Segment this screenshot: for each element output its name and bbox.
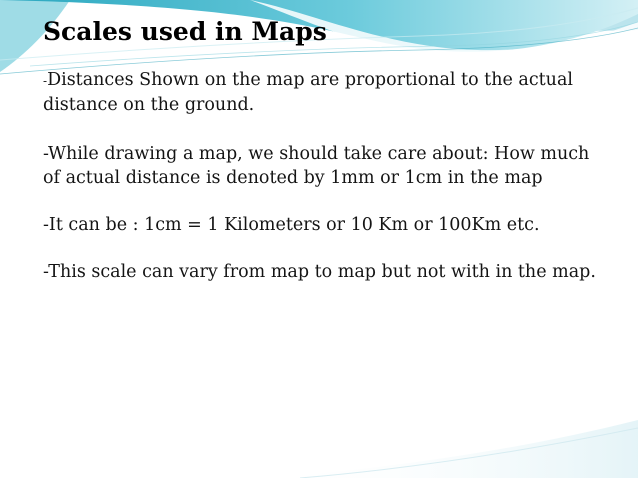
- paragraph-scale-example: -It can be : 1cm = 1 Kilometers or 10 Km or 100Km etc.: [43, 215, 540, 235]
- paragraph-dash: -: [43, 74, 48, 88]
- paragraph-text: Distances Shown on the map are proportional to the actual distance on the ground.: [43, 70, 573, 115]
- slide-title: Scales used in Maps: [43, 17, 327, 46]
- paragraph-scale-varies: -This scale can vary from map to map but not with in the map.: [43, 262, 596, 282]
- paragraph-distances: [43, 68, 603, 117]
- paragraph-drawing-map: -While drawing a map, we should take care about: How much of actual distance is denoted by 1mm or 1cm in the map: [43, 144, 590, 188]
- slide-body: [43, 68, 603, 307]
- wave-bottom-glow: [260, 420, 638, 478]
